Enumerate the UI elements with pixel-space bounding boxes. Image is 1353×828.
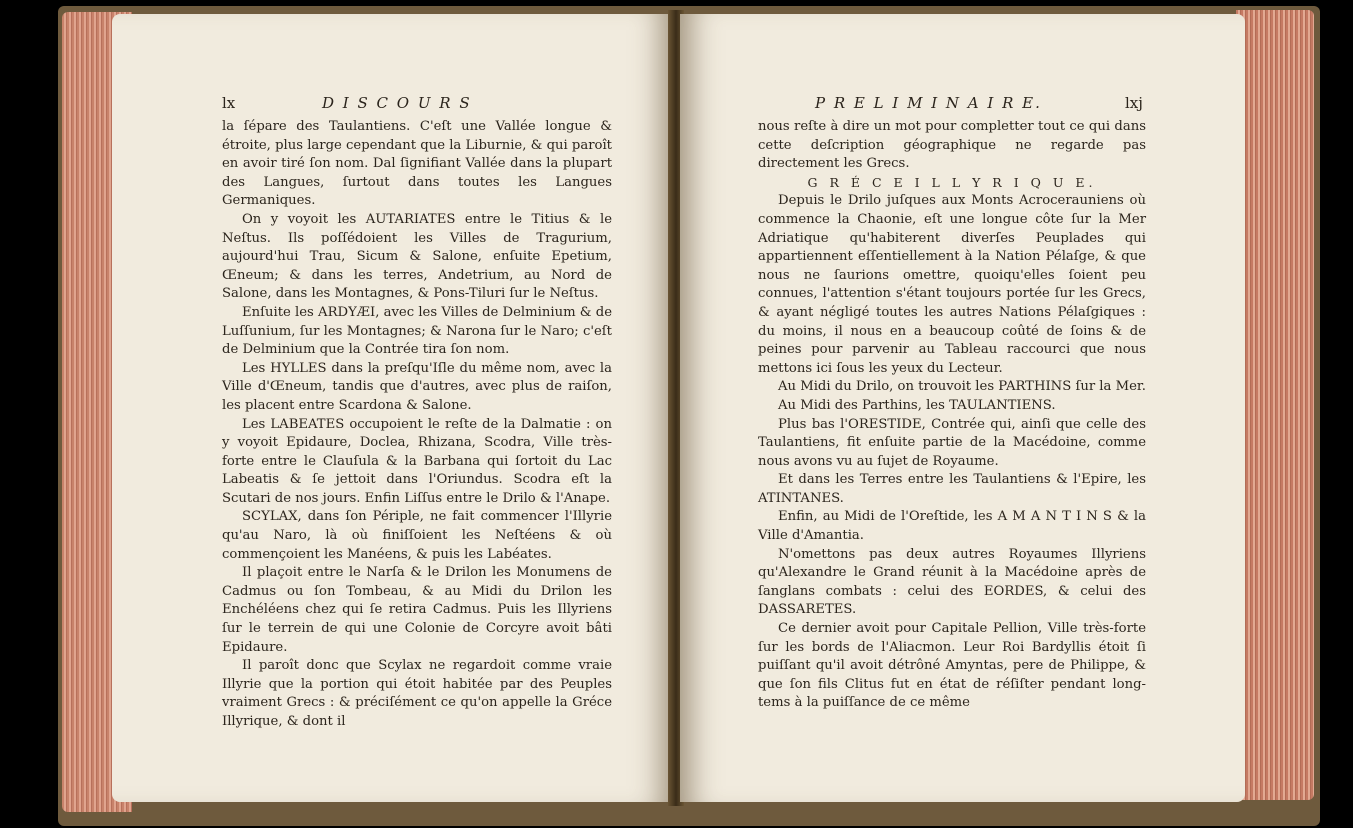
- paragraph: Enfin, au Midi de l'Oreſtide, les A M A N T I N S & la Ville d'Amantia.: [758, 509, 1146, 544]
- paragraph: SCYLAX, dans ſon Périple, ne fait commencer l'Illyrie qu'au Naro, là où finiſſoient les Neſtéens & où commençoient les Manéens, & puis les Labéates.: [222, 509, 612, 562]
- paragraph: Ce dernier avoit pour Capitale Pellion, Ville très-forte ſur les bords de l'Aliacmon. Leur Roi Bardyllis étoit ſi puiſſant qu'il avoit détrôné Amyntas, pere de Philippe, & que ſon fils Clitus fut en état de réſiſter pendant long-tems à la puiſſance de ce même: [758, 621, 1146, 711]
- paragraph: Les LABEATES occupoient le reſte de la Dalmatie : on y voyoit Epidaure, Doclea, Rhizana, Scodra, Ville très-forte entre le Clauſula & la Barbana qui ſortoit du Lac Labeatis & ſe jettoit dans l'Oriundus. Scodra eſt la Scutari de nos jours. Enfin Liſſus entre le Drilo & l'Anape.: [222, 416, 612, 506]
- paragraph: Il paroît donc que Scylax ne regardoit comme vraie Illyrie que la portion qui étoit habitée par des Peuples vraiment Grecs : & préciſément ce qu'on appelle la Gréce Illyrique, & dont il: [222, 658, 612, 729]
- paragraph: Plus bas l'ORESTIDE, Contrée qui, ainſi que celle des Taulantiens, fit enſuite partie de la Macédoine, comme nous avons vu au ſujet de Royaume.: [758, 416, 1146, 469]
- paragraph: la ſépare des Taulantiens. C'eſt une Vallée longue & étroite, plus large cependant que la Liburnie, & qui paroît en avoir tiré ſon nom. Dal ſignifiant Vallée dans la plupart des Langues, ſurtout dans toutes les Langues Germaniques.: [222, 119, 612, 209]
- left-running-head: D I S C O U R S: [322, 94, 472, 112]
- right-body: [758, 118, 1146, 713]
- left-folio: lx: [222, 94, 236, 112]
- paragraph: Au Midi du Drilo, on trouvoit les PARTHINS ſur la Mer.: [778, 379, 1146, 395]
- paragraph: N'omettons pas deux autres Royaumes Illyriens qu'Alexandre le Grand réunit à la Macédoine après de ſanglans combats : celui des EORDES, & celui des DASSARETES.: [758, 546, 1146, 618]
- right-page-edges: [1236, 10, 1314, 800]
- paragraph: On y voyoit les AUTARIATES entre le Titius & le Neſtus. Ils poſſédoient les Villes de Tragurium, aujourd'hui Trau, Sicum & Salone, enſuite Epetium, Œneum; & dans les terres, Andetrium, au Nord de Salone, dans les Montagnes, & Pons-Tiluri ſur le Neſtus.: [222, 211, 612, 302]
- left-page: [112, 14, 672, 802]
- paragraph: Enſuite les ARDYÆI, avec les Villes de Delminium & de Luſſunium, ſur les Montagnes; & Narona ſur le Naro; c'eſt de Delminium que la Contrée tira ſon nom.: [222, 304, 612, 358]
- paragraph: Les HYLLES dans la preſqu'Iſle du même nom, avec la Ville d'Œneum, tandis que d'autres, avec plus de raiſon, les placent entre Scardona & Salone.: [222, 360, 612, 413]
- paragraph: Au Midi des Parthins, les TAULANTIENS.: [778, 397, 1056, 413]
- right-running-head: P R E L I M I N A I R E.: [815, 94, 1042, 112]
- right-page: [680, 14, 1245, 802]
- paragraph: Il plaçoit entre le Narſa & le Drilon les Monumens de Cadmus ou ſon Tombeau, & au Midi du Drilon les Enchéléens chez qui ſe retira Cadmus. Puis les Illyriens ſur le terrein de qui une Colonie de Corcyre avoit bâti Epidaure.: [222, 565, 612, 655]
- paragraph: nous reſte à dire un mot pour completter tout ce qui dans cette deſcription géographique ne regarde pas directement les Grecs.: [758, 119, 1146, 172]
- right-folio: lxj: [1125, 94, 1143, 112]
- left-body: [222, 118, 612, 732]
- paragraph: Et dans les Terres entre les Taulantiens & l'Epire, les ATINTANES.: [758, 472, 1146, 506]
- paragraph: Depuis le Drilo juſques aux Monts Acrocerauniens où commence la Chaonie, eſt une longue côte ſur la Mer Adriatique qu'habiterent diverſes Peuplades qui appartiennent eſſentiellement à la Nation Pélaſge, & que nous ne ſaurions omettre, quoiqu'elles ſoient peu connues, l'attention s'étant toujours portée ſur les Grecs, & ayant négligé toutes les autres Nations Pélaſgiques : du moins, il nous en a beaucoup coûté de ſoins & de peines pour parvenir au Tableau raccourci que nous mettons ici ſous les yeux du Lecteur.: [758, 193, 1146, 376]
- section-title: G R É C E I L L Y R I Q U E.: [807, 174, 1097, 190]
